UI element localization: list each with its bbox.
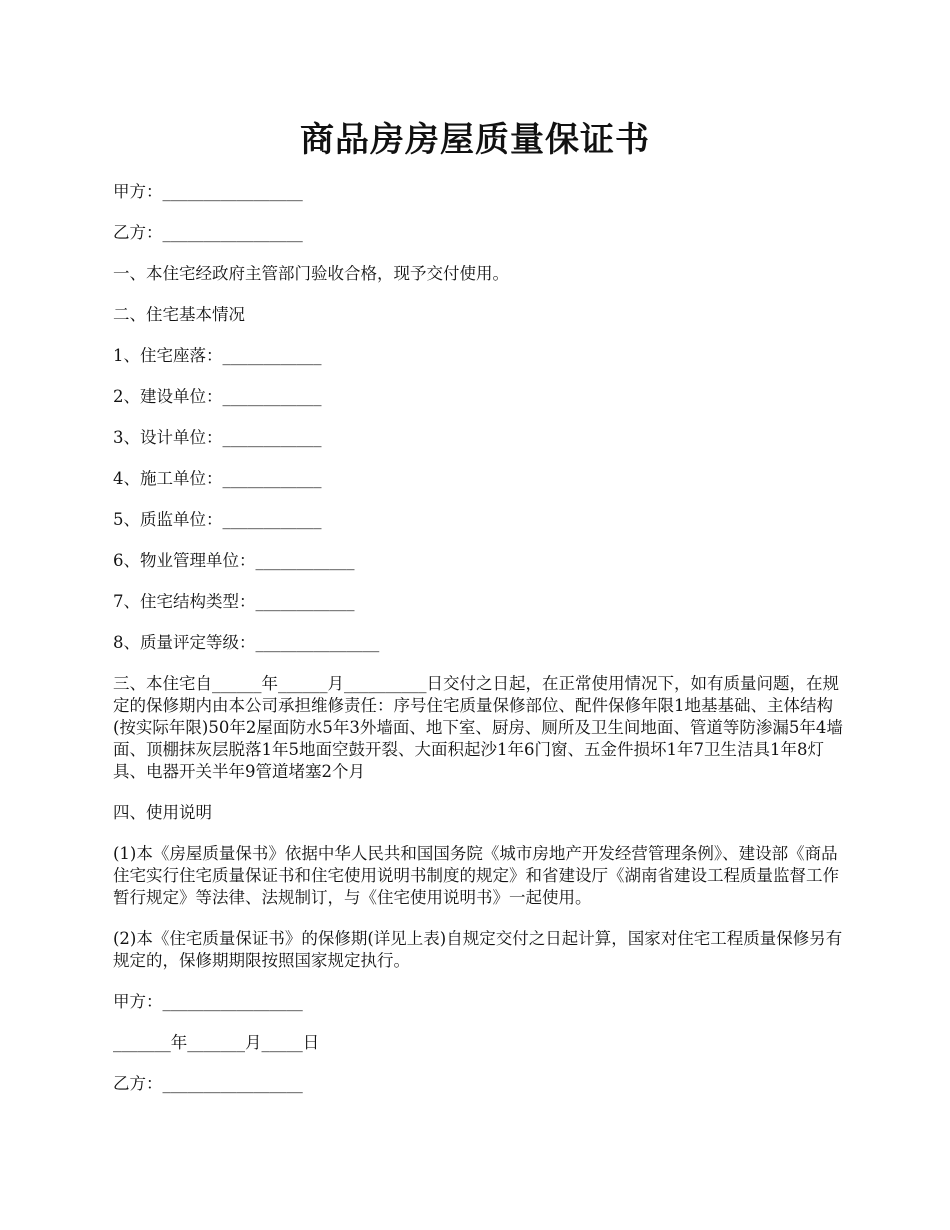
item-builder-unit: 4、施工单位：____________: [113, 469, 322, 488]
item-structure-type: 7、住宅结构类型：____________: [113, 592, 355, 611]
signature-party-a: 甲方：_________________: [113, 992, 303, 1011]
party-b-line: 乙方：_________________: [113, 223, 303, 242]
usage-paragraph-1: (1)本《房屋质量保书》依据中华人民共和国国务院《城市房地产开发经营管理条例》、建设部《商品住宅实行住宅质量保证书和住宅使用说明书制度的规定》和省建设厅《湖南省建设工程质量监督工作暂行规定》等法律、法规制订，与《住宅使用说明书》一起使用。: [113, 844, 839, 907]
signature-party-b: 乙方：_________________: [113, 1074, 303, 1093]
item-location: 1、住宅座落：____________: [113, 346, 322, 365]
section-2-heading: 二、住宅基本情况: [113, 305, 245, 324]
section-1: 一、本住宅经政府主管部门验收合格，现予交付使用。: [113, 264, 509, 283]
document-title: 商品房房屋质量保证书: [300, 120, 650, 160]
usage-paragraph-2: (2)本《住宅质量保证书》的保修期(详见上表)自规定交付之日起计算，国家对住宅工程质量保修另有规定的，保修期期限按照国家规定执行。: [113, 929, 843, 970]
party-a-line: 甲方：_________________: [113, 182, 303, 201]
item-quality-grade: 8、质量评定等级：_______________: [113, 633, 380, 652]
signature-date: _______年_______月_____日: [113, 1033, 320, 1052]
section-4-heading: 四、使用说明: [113, 803, 212, 822]
item-construction-unit: 2、建设单位：____________: [113, 387, 322, 406]
document-body: [113, 181, 843, 1114]
section-3-paragraph: 三、本住宅自______年______月__________日交付之日起，在正常使用情况下，如有质量问题，在规定的保修期内由本公司承担维修责任：序号住宅质量保修部位、配件保修年限1地基基础、主体结构(按实际年限)50年2屋面防水5年3外墙面、地下室、厨房、厕所及卫生间地面、管道等防渗漏5年4墙面、顶棚抹灰层脱落1年5地面空鼓开裂、大面积起沙1年6门窗、五金件损坏1年7卫生洁具1年8灯具、电器开关半年9管道堵塞2个月: [113, 674, 843, 781]
item-quality-supervision-unit: 5、质监单位：____________: [113, 510, 322, 529]
item-design-unit: 3、设计单位：____________: [113, 428, 322, 447]
item-property-management-unit: 6、物业管理单位：____________: [113, 551, 355, 570]
